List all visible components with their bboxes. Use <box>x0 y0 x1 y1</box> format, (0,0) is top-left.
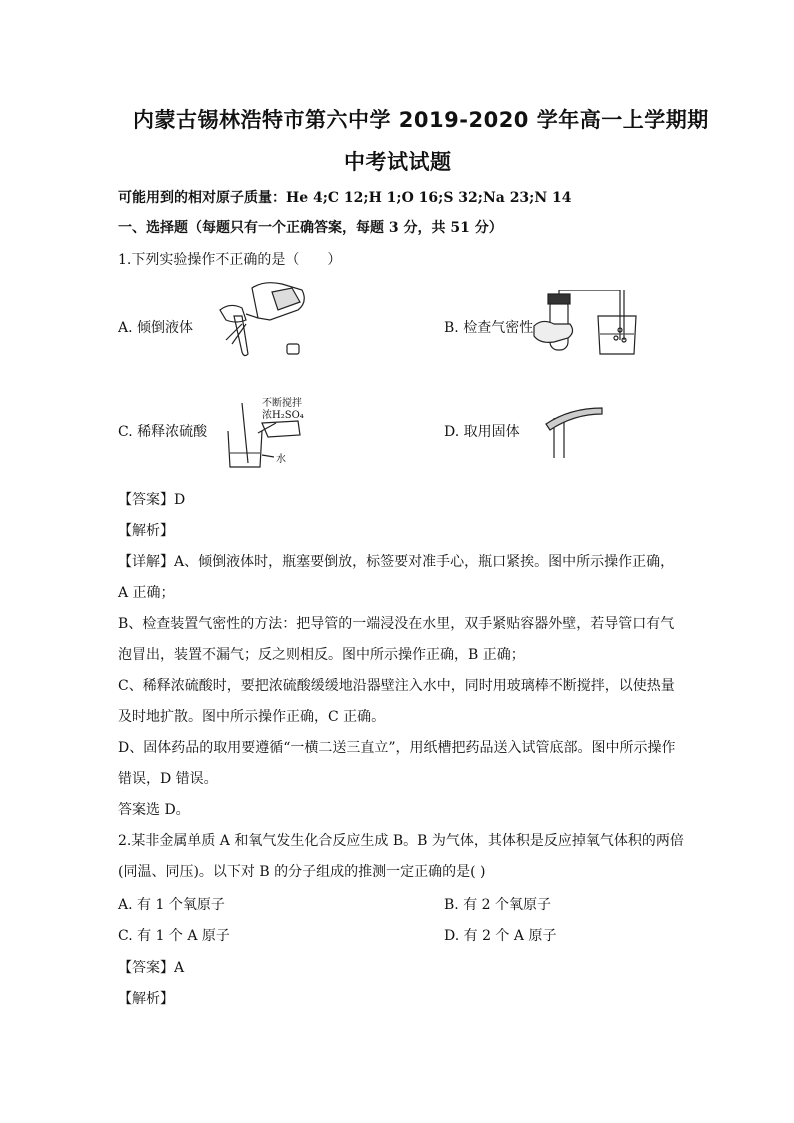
q1-explanation-c-2: 及时地扩散。图中所示操作正确，C 正确。 <box>118 709 386 725</box>
q1-explanation-b-1: B、检查装置气密性的方法：把导管的一端浸没在水里，双手紧贴容器外壁，若导管口有气 <box>118 616 675 632</box>
title-line-1: 内蒙古锡林浩特市第六中学 2019-2020 学年高一上学期期 <box>133 108 709 132</box>
figure-taking-solid <box>540 400 606 460</box>
section-heading: 一、选择题（每题只有一个正确答案，每题 3 分，共 51 分） <box>118 220 503 236</box>
q2-stem-2: (同温、同压)。以下对 B 的分子组成的推测一定正确的是( ) <box>118 864 486 880</box>
q1-stem: 1.下列实验操作不正确的是（ ） <box>118 252 342 268</box>
figure-pouring-liquid <box>212 280 312 360</box>
q2-option-a: A. 有 1 个氧原子 <box>118 897 225 913</box>
q1-explanation-d-1: D、固体药品的取用要遵循“一横二送三直立”，用纸槽把药品送入试管底部。图中所示操作 <box>118 740 676 756</box>
q1-explanation-b-2: 泡冒出，装置不漏气；反之则相反。图中所示操作正确，B 正确； <box>118 647 525 663</box>
q1-explanation-a-1: 【详解】A、倾倒液体时，瓶塞要倒放，标签要对准手心，瓶口紧挨。图中所示操作正确， <box>118 554 675 570</box>
fig-c-acid-label: 浓H₂SO₄ <box>262 410 304 421</box>
q1-option-d: D. 取用固体 <box>444 424 520 440</box>
q1-explanation-d-2: 错误，D 错误。 <box>118 771 218 787</box>
q2-option-b: B. 有 2 个氧原子 <box>444 897 551 913</box>
q1-analysis-heading: 【解析】 <box>118 523 174 539</box>
q1-answer: 【答案】D <box>118 492 186 508</box>
q2-answer: 【答案】A <box>118 960 185 976</box>
fig-c-water-label: 水 <box>276 454 286 465</box>
figure-airtightness-check <box>530 290 640 360</box>
q1-option-a: A. 倾倒液体 <box>118 320 194 336</box>
atomic-mass-note: 可能用到的相对原子质量：He 4;C 12;H 1;O 16;S 32;Na 23;N 14 <box>118 190 572 206</box>
fig-c-stir-label: 不断搅拌 <box>262 398 302 409</box>
q2-option-d: D. 有 2 个 A 原子 <box>444 928 557 944</box>
q2-stem-1: 2.某非金属单质 A 和氧气发生化合反应生成 B。B 为气体，其体积是反应掉氧气体积的两倍 <box>118 833 684 849</box>
title-line-2: 中考试试题 <box>344 150 452 174</box>
q1-explanation-a-2: A 正确； <box>118 585 175 601</box>
q1-conclusion: 答案选 D。 <box>118 802 190 818</box>
q1-option-b: B. 检查气密性 <box>444 320 534 336</box>
q2-analysis-heading: 【解析】 <box>118 991 174 1007</box>
q2-option-c: C. 有 1 个 A 原子 <box>118 928 230 944</box>
q1-option-c: C. 稀释浓硫酸 <box>118 424 208 440</box>
q1-explanation-c-1: C、稀释浓硫酸时，要把浓硫酸缓缓地沿器壁注入水中，同时用玻璃棒不断搅拌，以使热量 <box>118 678 675 694</box>
